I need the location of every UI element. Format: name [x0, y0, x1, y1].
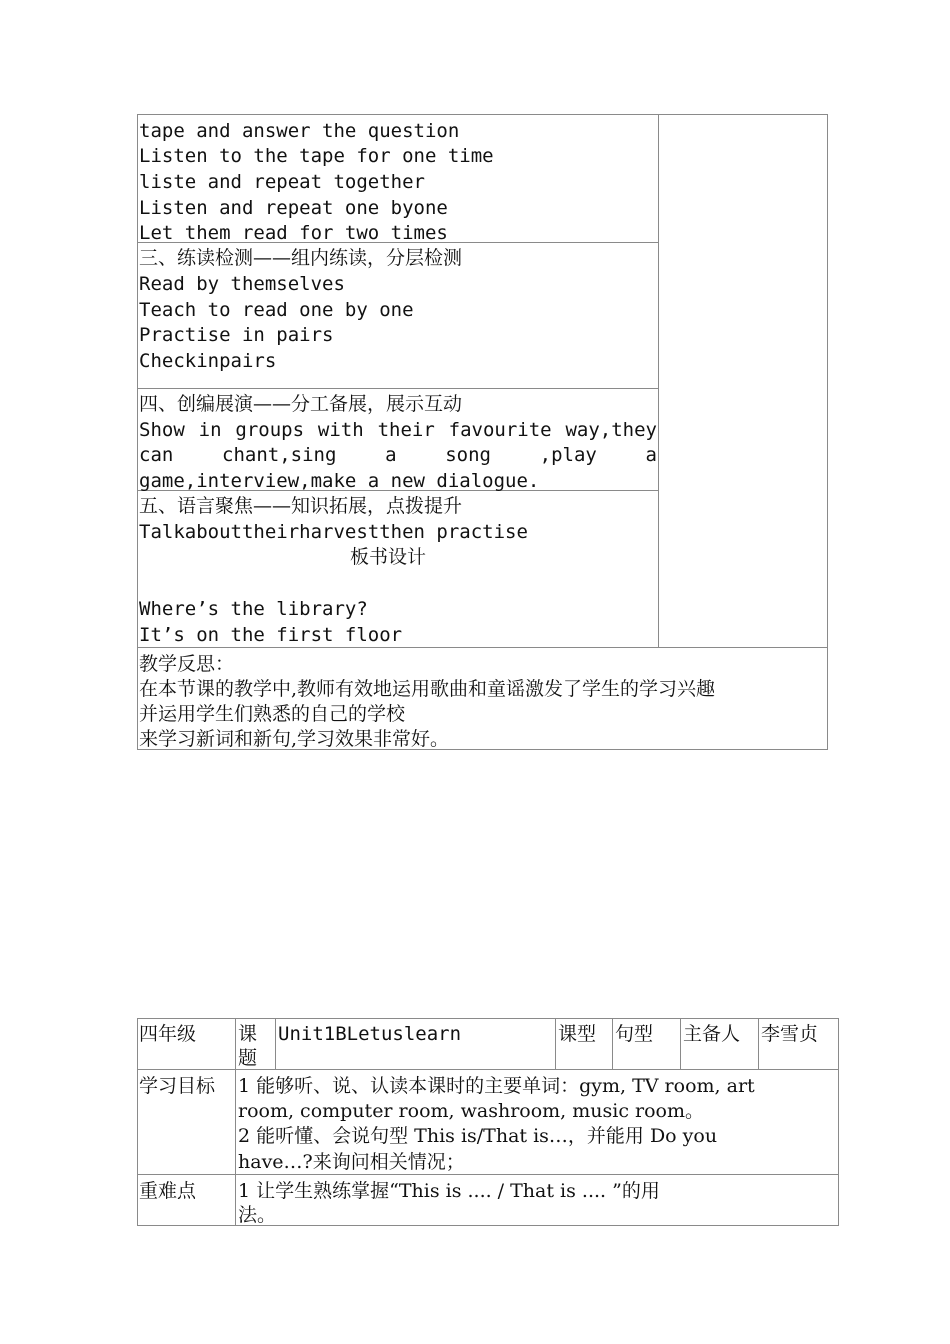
- word: ,play: [539, 444, 597, 466]
- key-line: 1 让学生熟练掌握“This is .... / That is .... ”的用: [238, 1180, 660, 1202]
- type-label: 课型: [558, 1023, 597, 1045]
- board-answer: It’s on the first floor: [139, 624, 403, 646]
- lower-col-divider: [275, 1018, 276, 1069]
- lower-col-divider: [235, 1018, 236, 1226]
- lower-col-divider: [758, 1018, 759, 1069]
- text-line: Practise in pairs: [139, 324, 334, 346]
- word: a: [645, 444, 657, 466]
- word: with: [317, 419, 364, 441]
- word: favourite: [448, 419, 552, 441]
- section-heading: 五、语言聚焦——知识拓展，点拨提升: [139, 495, 463, 517]
- goals-line: have…?来询问相关情况；: [238, 1151, 465, 1173]
- goals-line: 2 能听懂、会说句型 This is/That is…，并能用 Do you: [238, 1125, 718, 1147]
- text-line: Read by themselves: [139, 273, 345, 295]
- word: song: [445, 444, 491, 466]
- upper-table-top: [137, 114, 828, 115]
- section-heading: 四、创编展演——分工备展，展示互动: [139, 393, 463, 415]
- word: Show: [139, 419, 185, 441]
- preparer-label: 主备人: [683, 1023, 741, 1045]
- text-line: Teach to read one by one: [139, 299, 414, 321]
- lower-col-divider: [680, 1018, 681, 1069]
- text-line: Checkinpairs: [139, 350, 277, 372]
- board-question: Where’s the library?: [139, 598, 368, 620]
- text-line: liste and repeat together: [139, 171, 425, 193]
- text-line: Talkabouttheirharvestthen practise: [139, 521, 528, 543]
- lower-col-divider: [555, 1018, 556, 1069]
- board-design-title: 板书设计: [350, 546, 427, 568]
- justified-line: [139, 442, 657, 468]
- word: in: [198, 419, 222, 441]
- text-line: game,interview,make a new dialogue.: [139, 470, 540, 492]
- text-line: Listen and repeat one byone: [139, 197, 448, 219]
- word: groups: [235, 419, 305, 441]
- text-line: Let them read for two times: [139, 222, 448, 244]
- reflection-line: 并运用学生们熟悉的自己的学校: [139, 703, 406, 725]
- word: can: [139, 444, 174, 466]
- word: a: [385, 444, 397, 466]
- lower-table-top: [137, 1018, 839, 1019]
- upper-table-mid-col: [658, 114, 659, 648]
- preparer-value: 李雪贞: [761, 1023, 819, 1045]
- goals-line: room, computer room, washroom, music room。: [238, 1100, 704, 1122]
- lower-col-divider: [612, 1018, 613, 1069]
- grade-cell: 四年级: [139, 1023, 197, 1045]
- lower-table-left: [137, 1018, 138, 1226]
- word: chant,sing: [222, 444, 337, 466]
- justified-line: [139, 417, 657, 443]
- key-line: 法。: [238, 1204, 277, 1226]
- upper-row-divider: [137, 388, 659, 389]
- reflection-line: 在本节课的教学中,教师有效地运用歌曲和童谣激发了学生的学习兴趣: [139, 678, 716, 700]
- word: way,they: [565, 419, 657, 441]
- topic-value: Unit1BLetuslearn: [278, 1023, 462, 1045]
- upper-table-right: [827, 114, 828, 750]
- lower-table-right: [838, 1018, 839, 1226]
- reflection-line: 来学习新词和新句,学习效果非常好。: [139, 728, 450, 750]
- goals-line: 1 能够听、说、认读本课时的主要单词：gym, TV room, art: [238, 1075, 755, 1097]
- upper-table-left: [137, 114, 138, 750]
- key-label: 重难点: [139, 1180, 197, 1202]
- reflection-label: 教学反思：: [139, 653, 235, 675]
- text-line: Listen to the tape for one time: [139, 145, 494, 167]
- goals-label: 学习目标: [139, 1075, 216, 1097]
- text-line: tape and answer the question: [139, 120, 460, 142]
- word: their: [377, 419, 435, 441]
- topic-label: 课: [238, 1023, 258, 1045]
- topic-label: 题: [238, 1047, 258, 1069]
- type-value: 句型: [615, 1023, 654, 1045]
- section-heading: 三、练读检测——组内练读，分层检测: [139, 247, 463, 269]
